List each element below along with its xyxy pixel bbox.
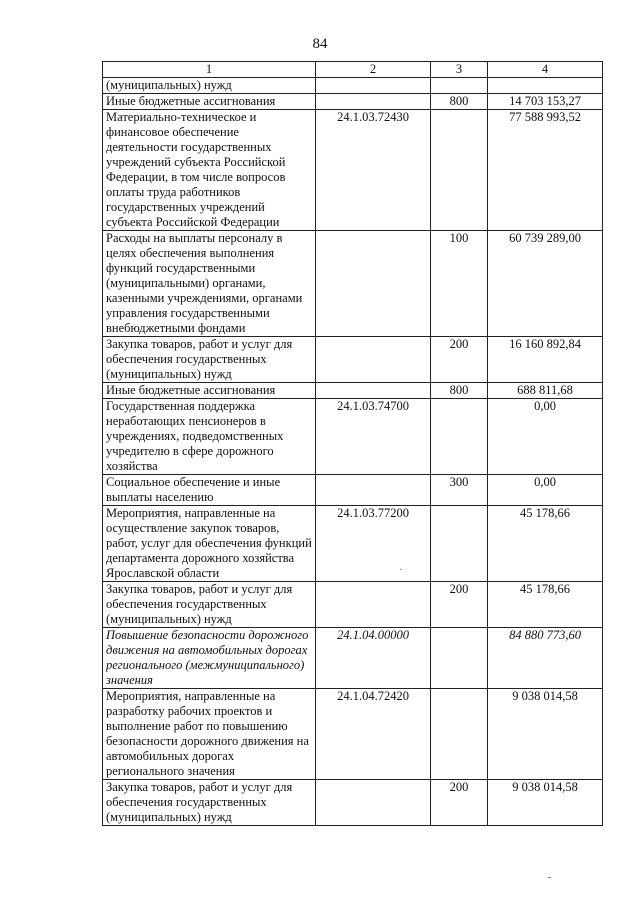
expense-type-code [431, 506, 488, 582]
amount: 45 178,66 [488, 582, 603, 628]
expense-type-code [431, 78, 488, 94]
scan-dust-mark [548, 877, 551, 878]
target-article-code [316, 231, 431, 337]
expense-name: Государственная поддержка неработающих пенсионеров в учреждениях, подведомственных учредителю в сфере дорожного хозяйства [103, 399, 316, 475]
expense-name: Социальное обеспечение и иные выплаты населению [103, 475, 316, 506]
expense-name: Расходы на выплаты персоналу в целях обеспечения выполнения функций государственными (муниципальными) органами, казенными учреждениями, органами управления государственными внебюджетными фондами [103, 231, 316, 337]
target-article-code [316, 780, 431, 826]
expense-name: Закупка товаров, работ и услуг для обеспечения государственных (муниципальных) нужд [103, 337, 316, 383]
target-article-code [316, 94, 431, 110]
expense-type-code: 200 [431, 780, 488, 826]
table-row [103, 110, 603, 231]
amount: 0,00 [488, 475, 603, 506]
expense-type-code [431, 110, 488, 231]
scan-dust-mark [400, 569, 402, 570]
table-row [103, 475, 603, 506]
expense-name: Мероприятия, направленные на разработку рабочих проектов и выполнение работ по повышению безопасности дорожного движения на автомобильных дорогах регионального значения [103, 689, 316, 780]
target-article-code [316, 78, 431, 94]
expense-type-code: 100 [431, 231, 488, 337]
expense-name: Повышение безопасности дорожного движения на автомобильных дорогах регионального (межмуниципального) значения [103, 628, 316, 689]
amount: 16 160 892,84 [488, 337, 603, 383]
expense-type-code: 800 [431, 383, 488, 399]
expense-name: (муниципальных) нужд [103, 78, 316, 94]
table-row [103, 231, 603, 337]
expense-type-code: 300 [431, 475, 488, 506]
amount: 9 038 014,58 [488, 689, 603, 780]
expense-type-code: 200 [431, 337, 488, 383]
table-header-row [103, 62, 603, 78]
table-row-section [103, 628, 603, 689]
target-article-code [316, 383, 431, 399]
column-header-1: 1 [103, 62, 316, 78]
amount: 14 703 153,27 [488, 94, 603, 110]
expense-name: Иные бюджетные ассигнования [103, 383, 316, 399]
target-article-code [316, 337, 431, 383]
expense-name: Закупка товаров, работ и услуг для обеспечения государственных (муниципальных) нужд [103, 582, 316, 628]
amount: 84 880 773,60 [488, 628, 603, 689]
target-article-code: 24.1.04.72420 [316, 689, 431, 780]
table-row [103, 506, 603, 582]
expense-name: Мероприятия, направленные на осуществление закупок товаров, работ, услуг для обеспечения функций департамента дорожного хозяйства Ярославской области [103, 506, 316, 582]
target-article-code: 24.1.04.00000 [316, 628, 431, 689]
amount: 60 739 289,00 [488, 231, 603, 337]
target-article-code: 24.1.03.74700 [316, 399, 431, 475]
budget-table [102, 61, 603, 826]
table-row [103, 582, 603, 628]
amount: 77 588 993,52 [488, 110, 603, 231]
target-article-code: 24.1.03.77200 [316, 506, 431, 582]
column-header-4: 4 [488, 62, 603, 78]
expense-type-code [431, 399, 488, 475]
amount: 688 811,68 [488, 383, 603, 399]
expense-type-code: 200 [431, 582, 488, 628]
table-row [103, 337, 603, 383]
target-article-code [316, 582, 431, 628]
page-number: 84 [312, 36, 328, 52]
amount: 9 038 014,58 [488, 780, 603, 826]
target-article-code: 24.1.03.72430 [316, 110, 431, 231]
table-row [103, 399, 603, 475]
table-row [103, 94, 603, 110]
target-article-code [316, 475, 431, 506]
expense-type-code [431, 689, 488, 780]
expense-type-code: 800 [431, 94, 488, 110]
table-row [103, 689, 603, 780]
amount: 45 178,66 [488, 506, 603, 582]
table-row [103, 780, 603, 826]
column-header-2: 2 [316, 62, 431, 78]
expense-name: Иные бюджетные ассигнования [103, 94, 316, 110]
table-row [103, 383, 603, 399]
column-header-3: 3 [431, 62, 488, 78]
expense-name: Материально-техническое и финансовое обеспечение деятельности государственных учреждений субъекта Российской Федерации, в том числе вопросов оплаты труда работников государственных учреждений субъекта Российской Федерации [103, 110, 316, 231]
expense-name: Закупка товаров, работ и услуг для обеспечения государственных (муниципальных) нужд [103, 780, 316, 826]
amount [488, 78, 603, 94]
amount: 0,00 [488, 399, 603, 475]
expense-type-code [431, 628, 488, 689]
table-row [103, 78, 603, 94]
